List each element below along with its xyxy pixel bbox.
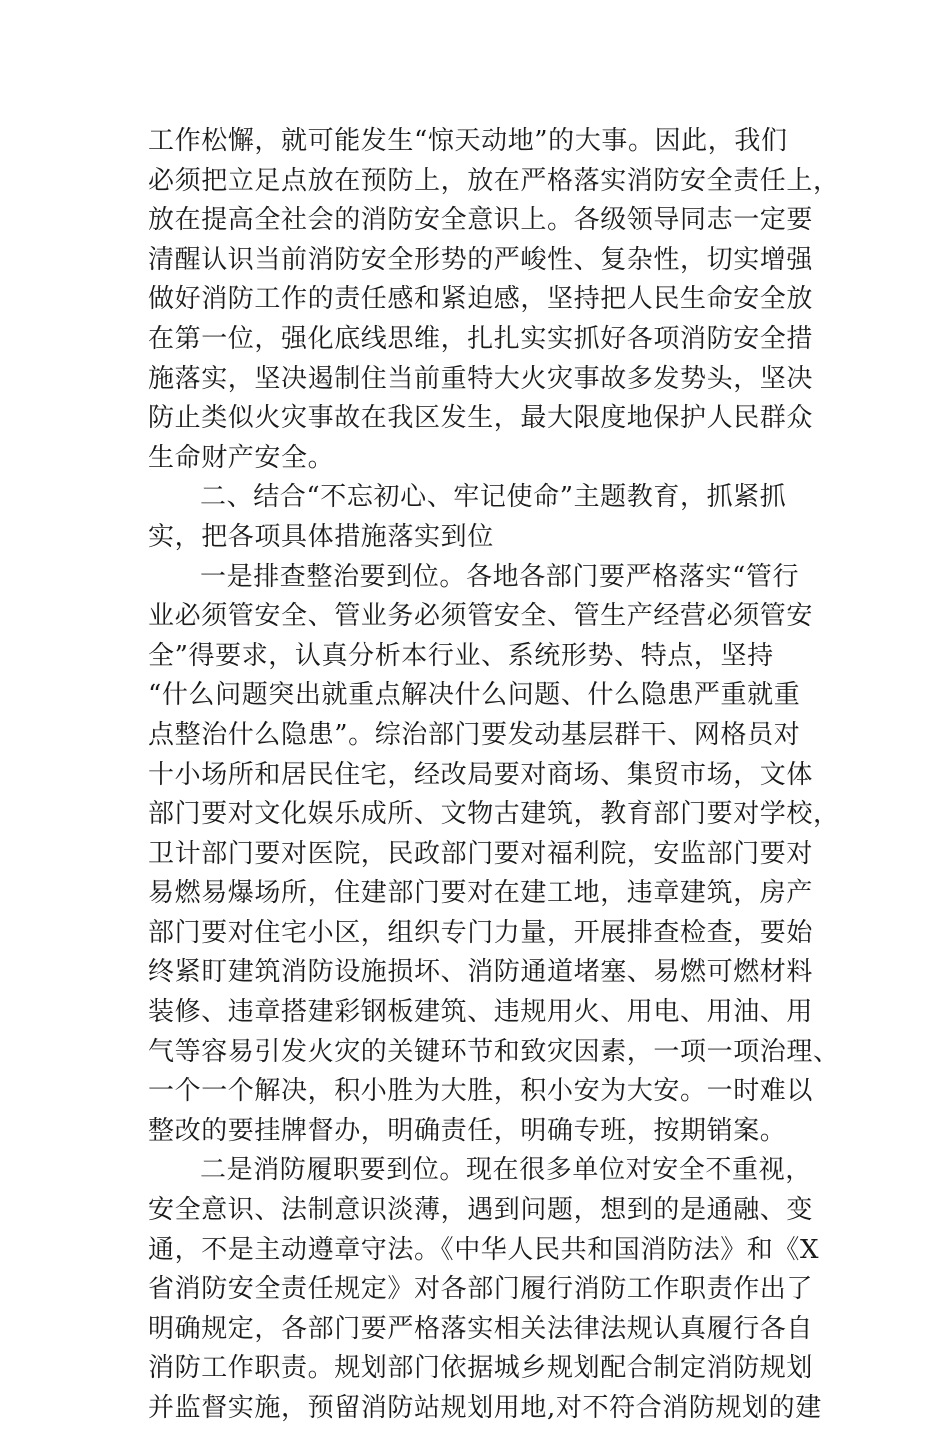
text-line: 在第一位，强化底线思维，扎扎实实抓好各项消防安全措 xyxy=(148,323,814,354)
text-line: “什么问题突出就重点解决什么问题、什么隐患严重就重 xyxy=(148,680,801,711)
text-line: 防止类似火灾事故在我区发生，最大限度地保护人民群众 xyxy=(148,403,814,434)
text-line: 工作松懈，就可能发生“惊天动地”的大事。因此，我们 xyxy=(148,126,788,156)
text-line: 施落实，坚决遏制住当前重特大火灾事故多发势头，坚决 xyxy=(148,363,814,394)
text-line: 整改的要挂牌督办，明确责任，明确专班，按期销案。 xyxy=(148,1115,787,1146)
text-line: 卫计部门要对医院，民政部门要对福利院，安监部门要对 xyxy=(148,838,814,869)
text-line: 气等容易引发火灾的关键环节和致灾因素，一项一项治理、 xyxy=(148,1036,840,1067)
text-line: 必须把立足点放在预防上，放在严格落实消防安全责任上， xyxy=(148,165,840,196)
text-line: 部门要对文化娱乐成所、文物古建筑，教育部门要对学校， xyxy=(148,799,840,830)
text-line: 一个一个解决，积小胜为大胜，积小安为大安。一时难以 xyxy=(148,1076,814,1107)
text-line: 清醒认识当前消防安全形势的严峻性、复杂性，切实增强 xyxy=(148,244,814,275)
text-line: 放在提高全社会的消防安全意识上。各级领导同志一定要 xyxy=(148,205,814,236)
body-text xyxy=(148,122,840,1429)
text-line: 业必须管安全、管业务必须管安全、管生产经营必须管安 xyxy=(148,601,814,632)
text-line: 通，不是主动遵章守法。《中华人民共和国消防法》和《X xyxy=(148,1234,820,1265)
paragraph-start: 二是消防履职要到位。现在很多单位对安全不重视， xyxy=(200,1155,812,1186)
paragraph-start: 一是排查整治要到位。各地各部门要严格落实“管行 xyxy=(200,561,800,592)
text-line: 并监督实施，预留消防站规划用地,对不符合消防规划的建 xyxy=(148,1393,822,1423)
section-heading: 二、结合“不忘初心、牢记使命”主题教育，抓紧抓 xyxy=(200,482,787,513)
text-line: 生命财产安全。 xyxy=(148,442,335,473)
text-line: 点整治什么隐患”。综治部门要发动基层群干、网格员对 xyxy=(148,719,801,750)
section-heading-continued: 实，把各项具体措施落实到位 xyxy=(148,521,494,552)
text-line: 终紧盯建筑消防设施损坏、消防通道堵塞、易燃可燃材料 xyxy=(148,957,814,988)
text-line: 做好消防工作的责任感和紧迫感，坚持把人民生命安全放 xyxy=(148,284,814,315)
text-line: 安全意识、法制意识淡薄，遇到问题，想到的是通融、变 xyxy=(148,1195,814,1226)
text-line: 全”得要求，认真分析本行业、系统形势、特点，坚持 xyxy=(148,640,774,671)
text-line: 易燃易爆场所，住建部门要对在建工地，违章建筑，房产 xyxy=(148,878,814,909)
text-line: 消防工作职责。规划部门依据城乡规划配合制定消防规划 xyxy=(148,1353,814,1384)
text-line: 省消防安全责任规定》对各部门履行消防工作职责作出了 xyxy=(148,1274,814,1305)
text-line: 装修、违章搭建彩钢板建筑、违规用火、用电、用油、用 xyxy=(148,997,814,1028)
text-line: 十小场所和居民住宅，经改局要对商场、集贸市场，文体 xyxy=(148,759,814,790)
text-line: 明确规定，各部门要严格落实相关法律法规认真履行各自 xyxy=(148,1313,814,1344)
text-line: 部门要对住宅小区，组织专门力量，开展排查检查，要始 xyxy=(148,917,814,948)
